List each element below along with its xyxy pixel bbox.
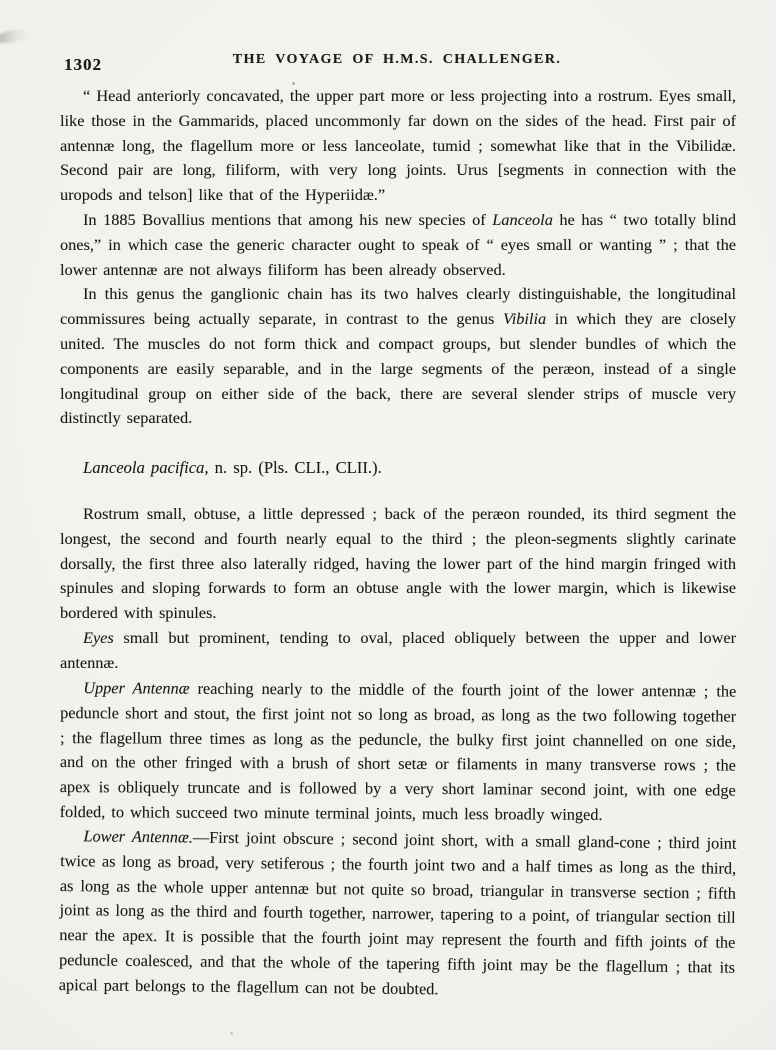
scan-smudge [0,27,31,46]
paragraph-text: In 1885 Bovallius mentions that among his new species of [83,209,493,229]
paragraph-bovallius-1885 [60,208,736,282]
paragraph-upper-antennae [60,676,737,828]
heading-text: , n. sp. (Pls. CLI., CLII.). [204,458,382,478]
genus-name-italic: Vibilia [503,309,547,329]
genus-name-italic: Lanceola [492,209,553,229]
page-number: 1302 [64,55,102,74]
term-italic: Lower Antennæ. [83,826,193,847]
paragraph-text: —First joint obscure ; second joint short, with a small gland-cone ; third joint twice as long as broad, very setiferous ; the fourth joint two and a half times as long as the third, as long as the whole upper antennæ but not quite so broad, triangular in transverse section ; fifth joint as long as the third and fourth together, narrower, tapering to a point, of triangular section till near the apex. It is possible that the fourth joint may represent the fourth and fifth joints of the peduncle coalesced, and that the whole of the tapering fifth joint may be the flagellum ; that its apical part belongs to the flagellum can not be doubted. [58,827,737,999]
paragraph-ganglionic-chain [60,282,736,431]
species-name-italic: Lanceola pacifica [83,458,205,478]
paragraph-text: small but prominent, tending to oval, placed obliquely between the upper and lower antennæ. [60,627,736,672]
paragraph-text: he has “ two totally blind ones,” in which case the generic character ought to speak of “ eyes small or wanting ” ; that the lower antennæ are not always filiform has been already observed. [60,209,736,279]
running-title: THE VOYAGE OF H.M.S. CHALLENGER. [232,52,562,67]
paragraph-text: In this genus the ganglionic chain has its two halves clearly distinguishable, the longitudinal commissures being actually separate, in contrast to the genus [60,284,736,329]
text-block [60,84,736,998]
paragraph-text: reaching nearly to the middle of the fourth joint of the lower antennæ ; the peduncle short and stout, the first joint not so long as broad, as long as the two following together ; the flagellum three times as long as the peduncle, the bulky first joint channelled on one side, and on the other fringed with a brush of short setæ or filaments in many transverse rows ; the apex is obliquely truncate and is followed by a very short laminar second joint, with one edge folded, to which succeed two minute terminal joints, much less broadly winged. [59,678,737,824]
page-header [60,50,734,74]
paragraph-head-description-quote [60,84,736,208]
scan-speck [230,1032,233,1035]
species-heading [60,456,736,481]
paragraph-rostrum [60,502,736,626]
paragraph-eyes [60,626,736,676]
paragraph-lower-antennae [59,824,737,1005]
term-italic: Eyes [83,627,114,647]
term-italic: Upper Antennæ [83,677,190,698]
paragraph-text: in which they are closely united. The muscles do not form thick and compact groups, but slender bundles of which the components are easily separable, and in the large segments of the peræon, instead of a single longitudinal group on either side of the back, there are several slender strips of muscle very distinctly separated. [60,309,737,428]
paragraph-text: Rostrum small, obtuse, a little depressed ; back of the peræon rounded, its third segment the longest, the second and fourth nearly equal to the third ; the pleon-segments slightly carinate dorsally, the first three also laterally ridged, having the lower part of the hind margin fringed with spinules and sloping forwards to form an obtuse angle with the lower margin, which is likewise bordered with spinules. [60,503,736,623]
paragraph-text: “ Head anteriorly concavated, the upper part more or less projecting into a rostrum. Eyes small, like those in the Gammarids, placed uncommonly far down on the sides of the head. First pair of antennæ long, the flagellum more or less lanceolate, tumid ; somewhat like that in the Vibilidæ. Second pair are long, filiform, with very long joints. Urus [segments in connection with the uropods and telson] like that of the Hyperiidæ.” [60,86,736,205]
